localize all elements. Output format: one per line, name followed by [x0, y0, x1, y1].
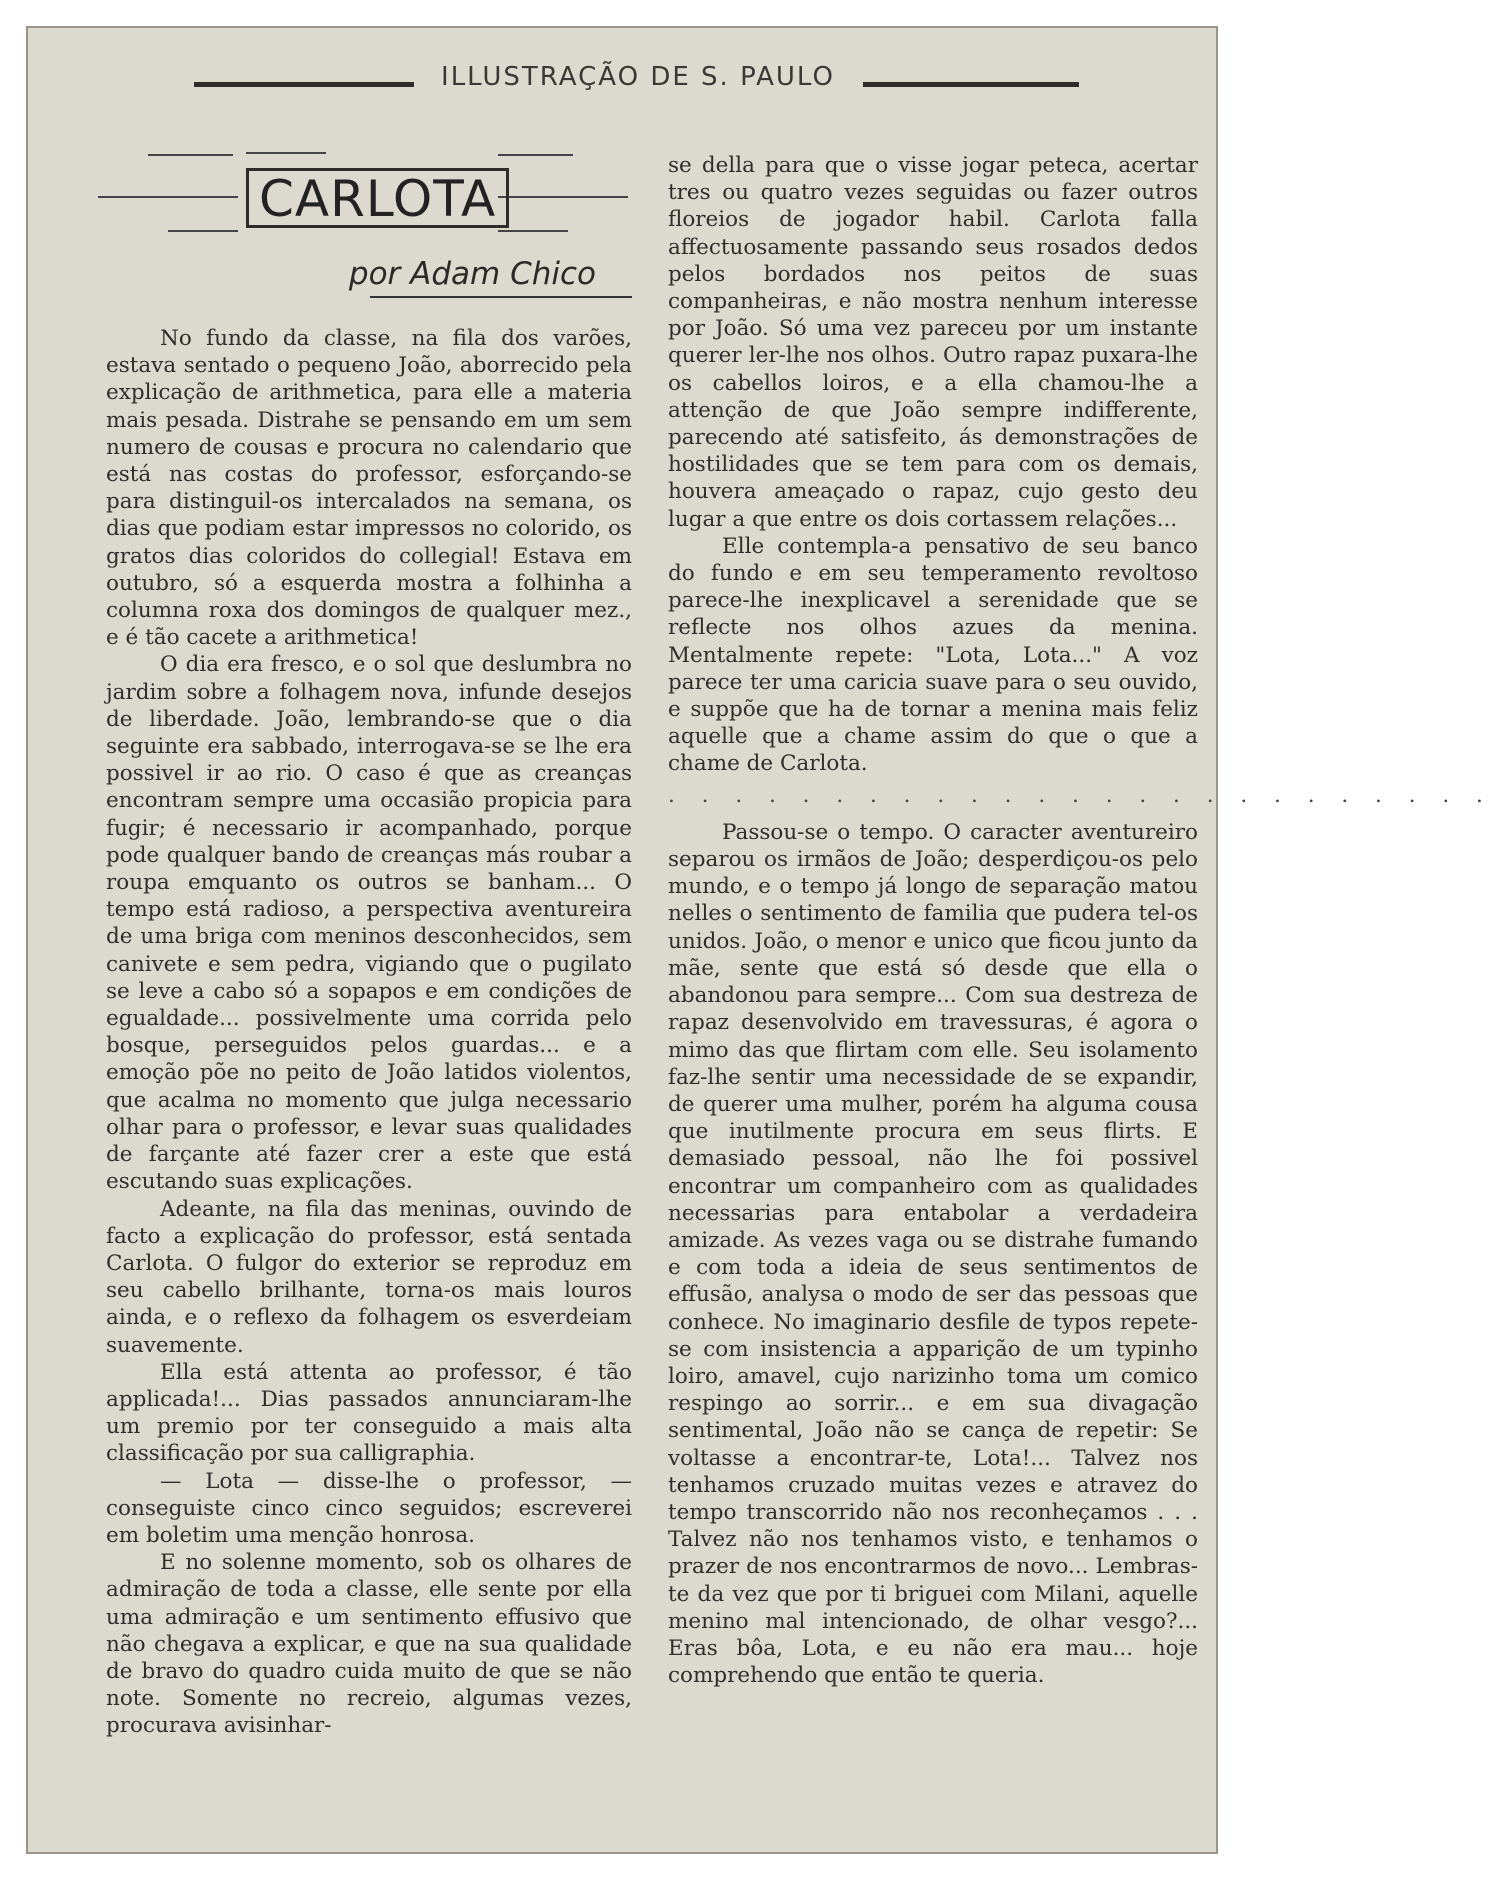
text-column-left — [106, 325, 632, 1740]
paragraph: O dia era fresco, e o sol que deslumbra no jardim sobre a folhagem nova, infunde desejos de liberdade. João, lembrando-se que o dia seguinte era sabbado, interrogava-se se lhe era possivel ir ao rio. O caso é que as creanças encontram sempre uma occasião propicia para fugir; é necessario ir acompanhado, porque pode qualquer bando de creanças más roubar a roupa emquanto os outros se banham... O tempo está radioso, a perspectiva aventureira de uma briga com meninos desconhecidos, sem canivete e sem pedra, vigiando que o pugilato se leve a cabo só a sopapos e em condições de egualdade... possivelmente uma corrida pelo bosque, perseguidos pelos guardas... e a emoção põe no peito de João latidos violentos, que acalma no momento que julga necessario olhar para o professor, e levar suas qualidades de farçante até fazer crer a este que está escutando suas explicações. — [106, 652, 632, 1195]
running-header — [28, 62, 1216, 102]
byline: por Adam Chico — [348, 256, 596, 292]
header-rule-left — [194, 82, 414, 87]
title-ornament-line — [498, 154, 573, 156]
paragraph: Elle contempla-a pensativo de seu banco do fundo e em seu temperamento revoltoso parece-lhe inexplicavel a serenidade que se reflecte nos olhos azues da menina. Mentalmente repete: "Lota, Lota..." A voz parece ter uma caricia suave para o seu ouvido, e suppõe que ha de tornar a menina mais feliz aquelle que a chame assim do que o que a chame de Carlota. — [668, 533, 1198, 777]
title-ornament-line — [98, 196, 238, 198]
title-ornament-line — [498, 230, 568, 232]
article-title-block — [98, 146, 628, 246]
paragraph: No fundo da classe, na fila dos varões, estava sentado o pequeno João, aborrecido pela explicação de arithmetica, para elle a materia mais pesada. Distrahe se pensando em um sem numero de cousas e procura no calendario que está nas costas do professor, esforçando-se para distinguil-os intercalados na semana, os dias que podiam estar impressos no colorido, os gratos dias coloridos do collegial! Estava em outubro, só a esquerda mostra a folhinha a columna roxa dos domingos de qualquer mez., e é tão cacete a arithmetica! — [106, 326, 632, 651]
header-rule-right — [863, 82, 1079, 87]
paragraph: Passou-se o tempo. O caracter aventureiro separou os irmãos de João; desperdiçou-os pelo mundo, e o tempo já longo de separação matou nelles o sentimento de familia que pudera tel-os unidos. João, o menor e unico que ficou junto da mãe, sente que está só desde que ella o abandonou para sempre... Com sua destreza de rapaz desenvolvido em travessuras, é agora o mimo das que flirtam com elle. Seu isolamento faz-lhe sentir uma necessidade de se expandir, de querer uma mulher, porém ha alguma cousa que inutilmente procura em seus flirts. E demasiado pessoal, não lhe foi possivel encontrar um companheiro com as qualidades necessarias para entabolar a verdadeira amizade. As vezes vaga ou se distrahe fumando e com toda a ideia de seus sentimentos de effusão, analysa o modo de ser das pessoas que conhece. No imaginario desfile de typos repete-se com insistencia a apparição de um typinho loiro, amavel, cujo narizinho toma um comico respingo ao sorrir... e em sua divagação sentimental, João não se cança de repetir: Se voltasse a encontrar-te, Lota!... Talvez nos tenhamos cruzado muitas vezes e atravez do tempo transcorrido não nos reconheçamos . . . Talvez não nos tenhamos visto, e tenhamos o prazer de nos encontrarmos de novo... Lembras-te da vez que por ti briguei com Milani, aquelle menino mal intencionado, de olhar vesgo?... Eras bôa, Lota, e eu não era mau... hoje comprehendo que então te queria. — [668, 819, 1198, 1689]
title-ornament-line — [498, 196, 628, 198]
publication-title: ILLUSTRAÇÃO DE S. PAULO — [441, 62, 835, 92]
byline-underline — [370, 296, 632, 298]
paragraph: se della para que o visse jogar peteca, acertar tres ou quatro vezes seguidas ou fazer outros floreios de jogador habil. Carlota falla affectuosamente passando seus rosados dedos pelos bordados nos peitos de suas companheiras, e não mostra nenhum interesse por João. Só uma vez pareceu por um instante querer ler-lhe nos olhos. Outro rapaz puxara-lhe os cabellos loiros, e a ella chamou-lhe a attenção de que João sempre indifferente, parecendo até satisfeito, ás demonstrações de hostilidades que se tem para com os demais, houvera ameaçado o rapaz, cujo gesto deu lugar a que entre os dois cortassem relações... — [668, 153, 1198, 532]
section-break: . . . . . . . . . . . . . . . . . . . . . . . . . — [668, 782, 1493, 808]
paragraph: Adeante, na fila das meninas, ouvindo de facto a explicação do professor, está sentada Carlota. O fulgor do exterior se reproduz em seu cabello brilhante, torna-os mais louros ainda, e o reflexo da folhagem os esverdeiam suavemente. — [106, 1196, 632, 1358]
magazine-page — [26, 26, 1493, 1854]
paragraph: E no solenne momento, sob os olhares de admiração de toda a classe, elle sente por ella uma admiração e um sentimento effusivo que não chegava a explicar, e que na sua qualidade de bravo do quadro cuida muito de que se não note. Somente no recreio, algumas vezes, procurava avisinhar- — [106, 1550, 632, 1739]
text-column-right — [668, 152, 1493, 1689]
title-ornament-line — [148, 154, 233, 156]
paragraph: — Lota — disse-lhe o professor, — conseguiste cinco cinco seguidos; escreverei em boletim uma menção honrosa. — [106, 1468, 632, 1548]
article-title: CARLOTA — [246, 168, 509, 228]
title-ornament-line — [246, 152, 326, 154]
title-ornament-line — [168, 230, 238, 232]
paragraph: Ella está attenta ao professor, é tão applicada!... Dias passados annunciaram-lhe um premio por ter conseguido a mais alta classificação por sua calligraphia. — [106, 1359, 632, 1467]
